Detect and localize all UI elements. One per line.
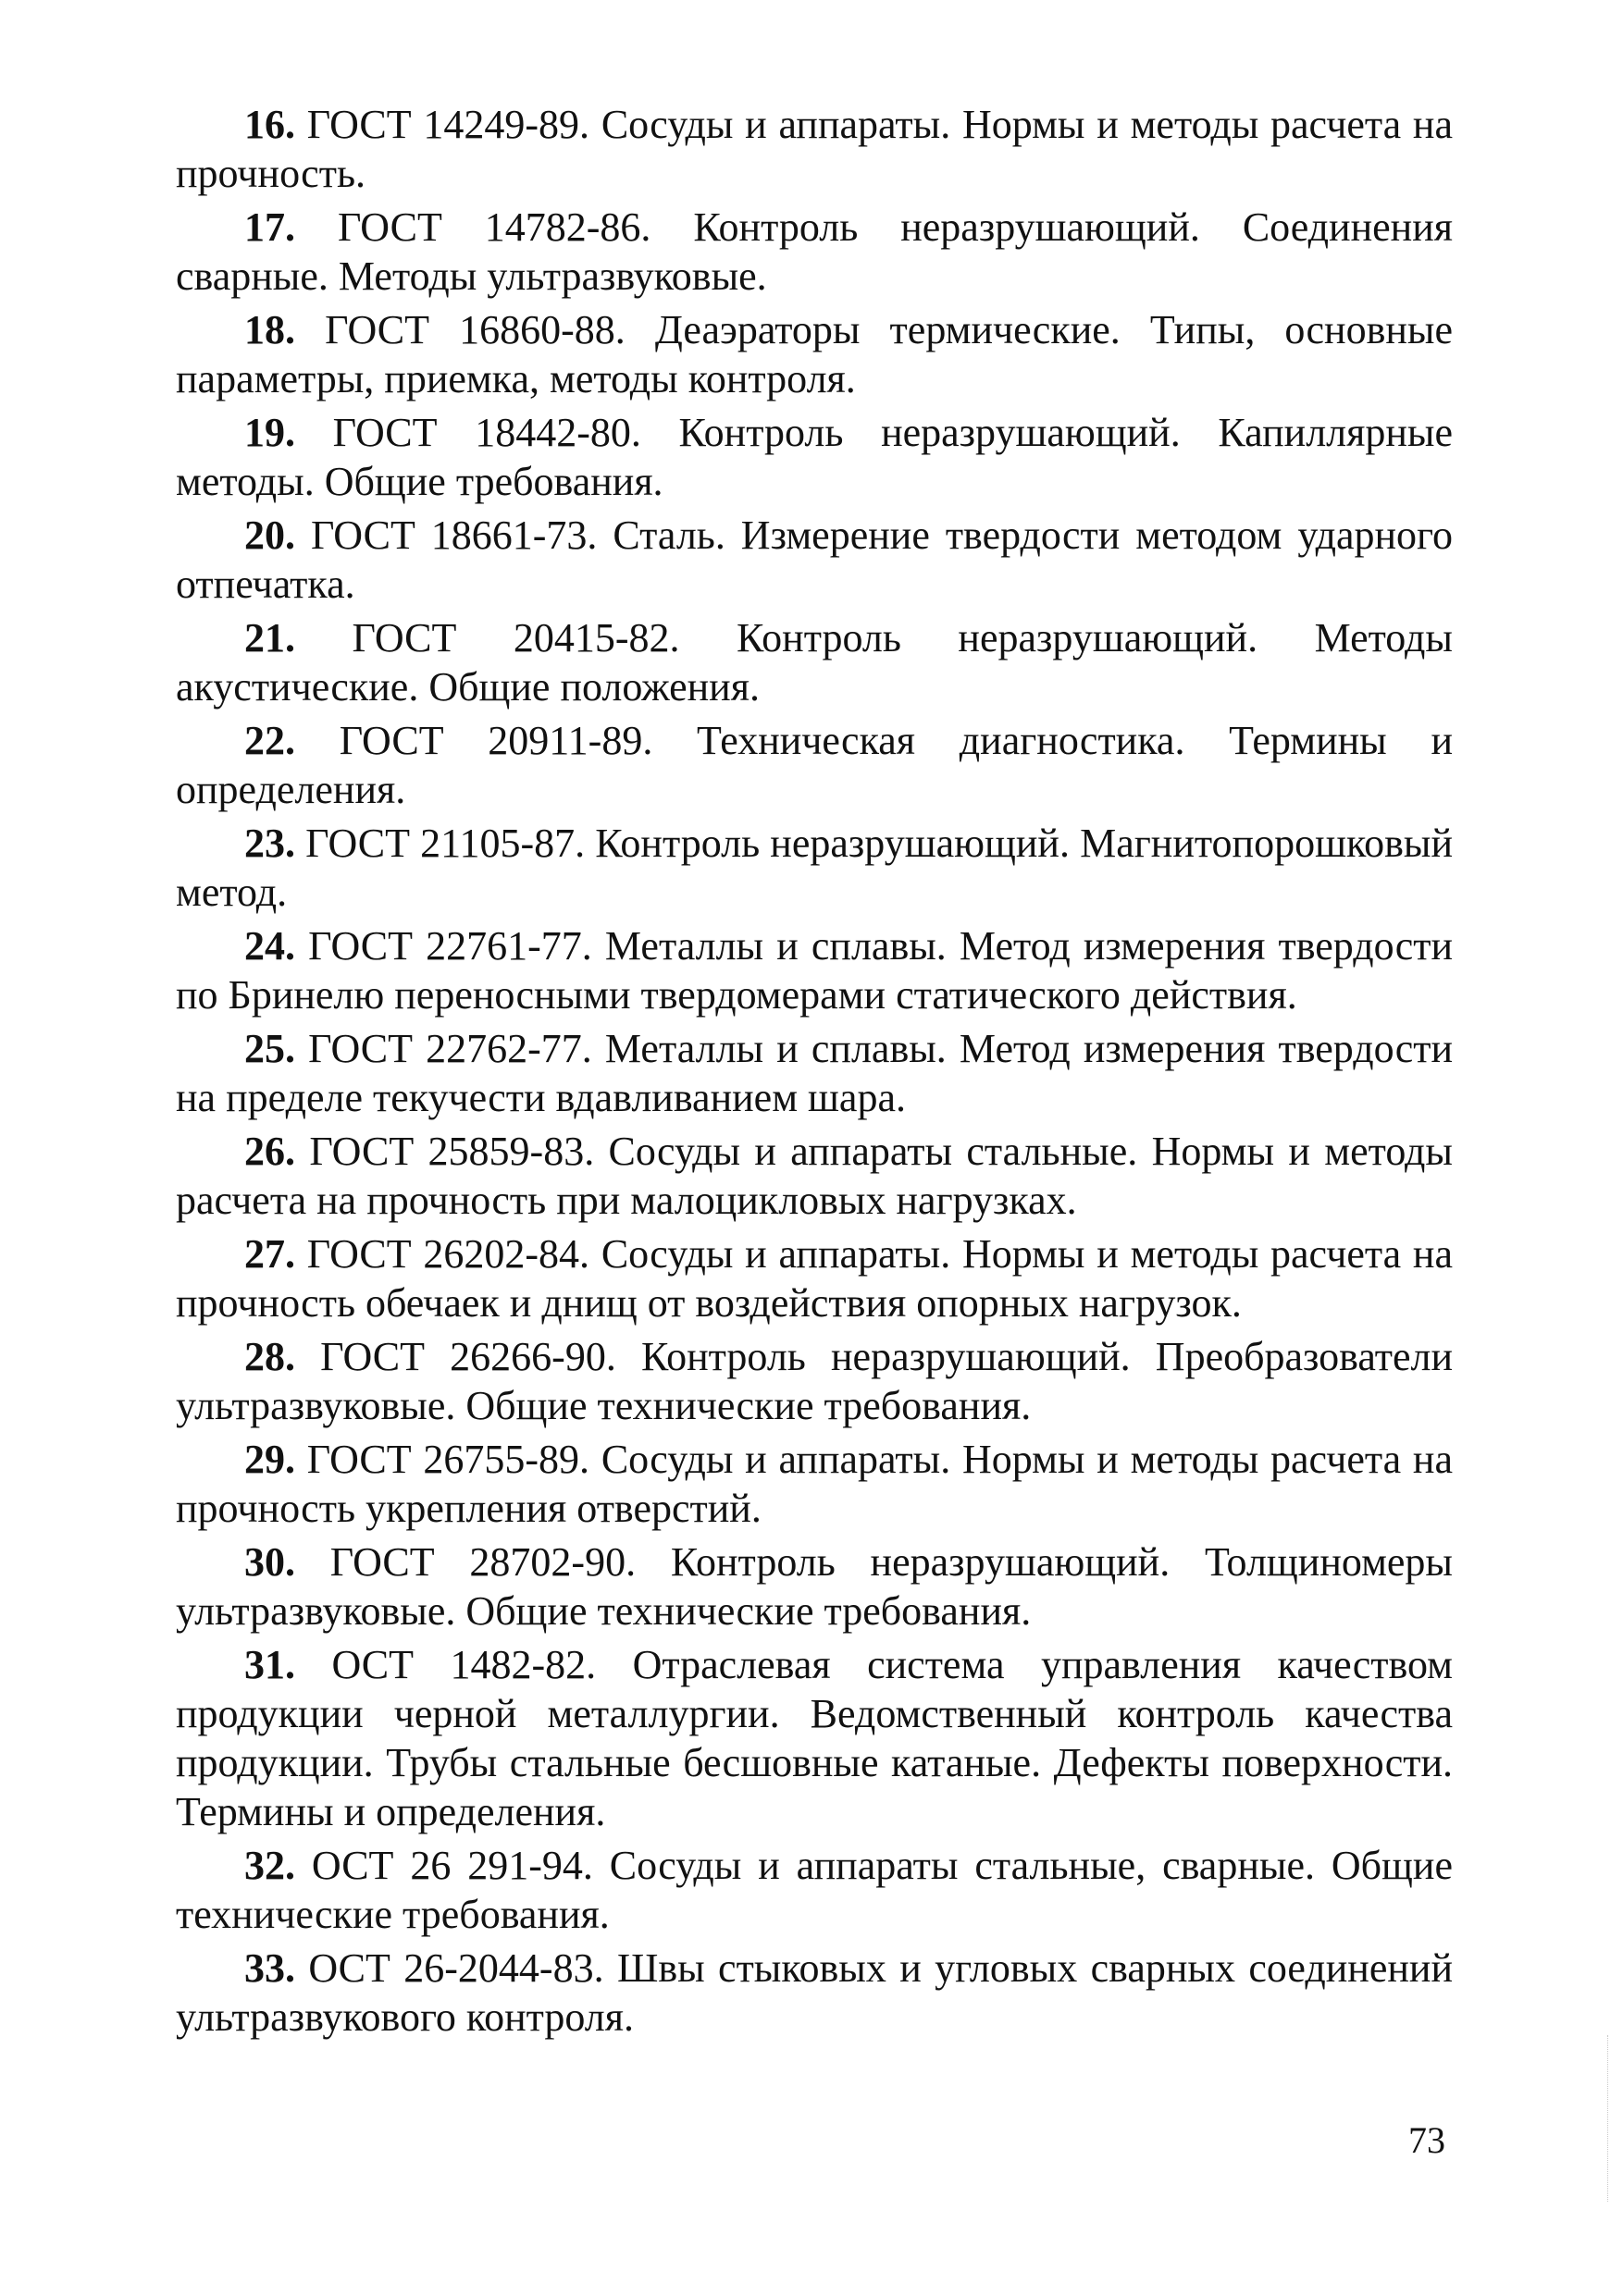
reference-number: 22. bbox=[244, 718, 295, 763]
reference-number: 16. bbox=[244, 102, 295, 147]
reference-text: ГОСТ 20911-89. Техническая диагностика. Термины и определения. bbox=[176, 718, 1453, 812]
reference-text: ГОСТ 14782-86. Контроль неразрушающий. Соединения сварные. Методы ультразвуковые. bbox=[176, 204, 1453, 299]
reference-text: ОСТ 26-2044-83. Швы стыковых и угловых сварных соединений ультразвукового контроля. bbox=[176, 1945, 1453, 2040]
reference-item bbox=[176, 921, 1453, 1019]
reference-number: 28. bbox=[244, 1334, 295, 1379]
reference-text: ГОСТ 14249-89. Сосуды и аппараты. Нормы и методы расчета на прочность. bbox=[176, 102, 1453, 196]
page-number: 73 bbox=[1408, 2119, 1445, 2161]
reference-text: ГОСТ 26266-90. Контроль неразрушающий. Преобразователи ультразвуковые. Общие технические требования. bbox=[176, 1334, 1453, 1428]
reference-number: 25. bbox=[244, 1026, 295, 1071]
reference-item bbox=[176, 100, 1453, 198]
reference-item bbox=[176, 1841, 1453, 1939]
reference-text: ГОСТ 22762-77. Металлы и сплавы. Метод измерения твердости на пределе текучести вдавливанием шара. bbox=[176, 1026, 1453, 1120]
reference-text: ОСТ 1482-82. Отраслевая система управления качеством продукции черной металлургии. Ведомственный контроль качества продукции. Трубы стальные бесшовные катаные. Дефекты поверхности. Термины и определения. bbox=[176, 1642, 1453, 1834]
reference-item bbox=[176, 1640, 1453, 1836]
reference-number: 29. bbox=[244, 1437, 295, 1482]
reference-number: 18. bbox=[244, 307, 295, 352]
reference-item bbox=[176, 1024, 1453, 1122]
reference-text: ГОСТ 20415-82. Контроль неразрушающий. Методы акустические. Общие положения. bbox=[176, 615, 1453, 710]
reference-item bbox=[176, 408, 1453, 506]
reference-number: 23. bbox=[244, 821, 295, 866]
reference-text: ГОСТ 18661-73. Сталь. Измерение твердости методом ударного отпечатка. bbox=[176, 512, 1453, 607]
reference-text: ГОСТ 18442-80. Контроль неразрушающий. Капиллярные методы. Общие требования. bbox=[176, 410, 1453, 504]
reference-item bbox=[176, 1332, 1453, 1430]
reference-item bbox=[176, 1537, 1453, 1636]
reference-item bbox=[176, 819, 1453, 917]
reference-number: 32. bbox=[244, 1843, 295, 1888]
reference-text: ГОСТ 28702-90. Контроль неразрушающий. Толщиномеры ультразвуковые. Общие технические требования. bbox=[176, 1539, 1453, 1634]
reference-item bbox=[176, 1127, 1453, 1225]
reference-item bbox=[176, 1229, 1453, 1327]
reference-text: ГОСТ 26202-84. Сосуды и аппараты. Нормы и методы расчета на прочность обечаек и днищ от воздействия опорных нагрузок. bbox=[176, 1231, 1453, 1326]
reference-number: 27. bbox=[244, 1231, 295, 1277]
reference-item bbox=[176, 1944, 1453, 2042]
reference-number: 21. bbox=[244, 615, 295, 660]
reference-number: 19. bbox=[244, 410, 295, 455]
reference-number: 26. bbox=[244, 1129, 295, 1174]
reference-text: ГОСТ 25859-83. Сосуды и аппараты стальные. Нормы и методы расчета на прочность при малоцикловых нагрузках. bbox=[176, 1129, 1453, 1223]
reference-number: 24. bbox=[244, 923, 295, 969]
reference-item bbox=[176, 1435, 1453, 1533]
scan-edge-mark bbox=[1606, 2035, 1608, 2202]
reference-number: 17. bbox=[244, 204, 295, 250]
reference-number: 20. bbox=[244, 512, 295, 558]
reference-text: ГОСТ 26755-89. Сосуды и аппараты. Нормы и методы расчета на прочность укрепления отверстий. bbox=[176, 1437, 1453, 1531]
reference-text: ГОСТ 16860-88. Деаэраторы термические. Типы, основные параметры, приемка, методы контроля. bbox=[176, 307, 1453, 401]
reference-text: ОСТ 26 291-94. Сосуды и аппараты стальные, сварные. Общие технические требования. bbox=[176, 1843, 1453, 1937]
reference-item bbox=[176, 613, 1453, 711]
reference-number: 33. bbox=[244, 1945, 295, 1991]
reference-item bbox=[176, 511, 1453, 609]
reference-item bbox=[176, 203, 1453, 301]
reference-list bbox=[176, 100, 1453, 2046]
reference-item bbox=[176, 716, 1453, 814]
reference-number: 31. bbox=[244, 1642, 295, 1687]
reference-text: ГОСТ 22761-77. Металлы и сплавы. Метод измерения твердости по Бринелю переносными твердомерами статического действия. bbox=[176, 923, 1453, 1018]
reference-number: 30. bbox=[244, 1539, 295, 1585]
reference-text: ГОСТ 21105-87. Контроль неразрушающий. Магнитопорошковый метод. bbox=[176, 821, 1453, 915]
reference-item bbox=[176, 305, 1453, 403]
